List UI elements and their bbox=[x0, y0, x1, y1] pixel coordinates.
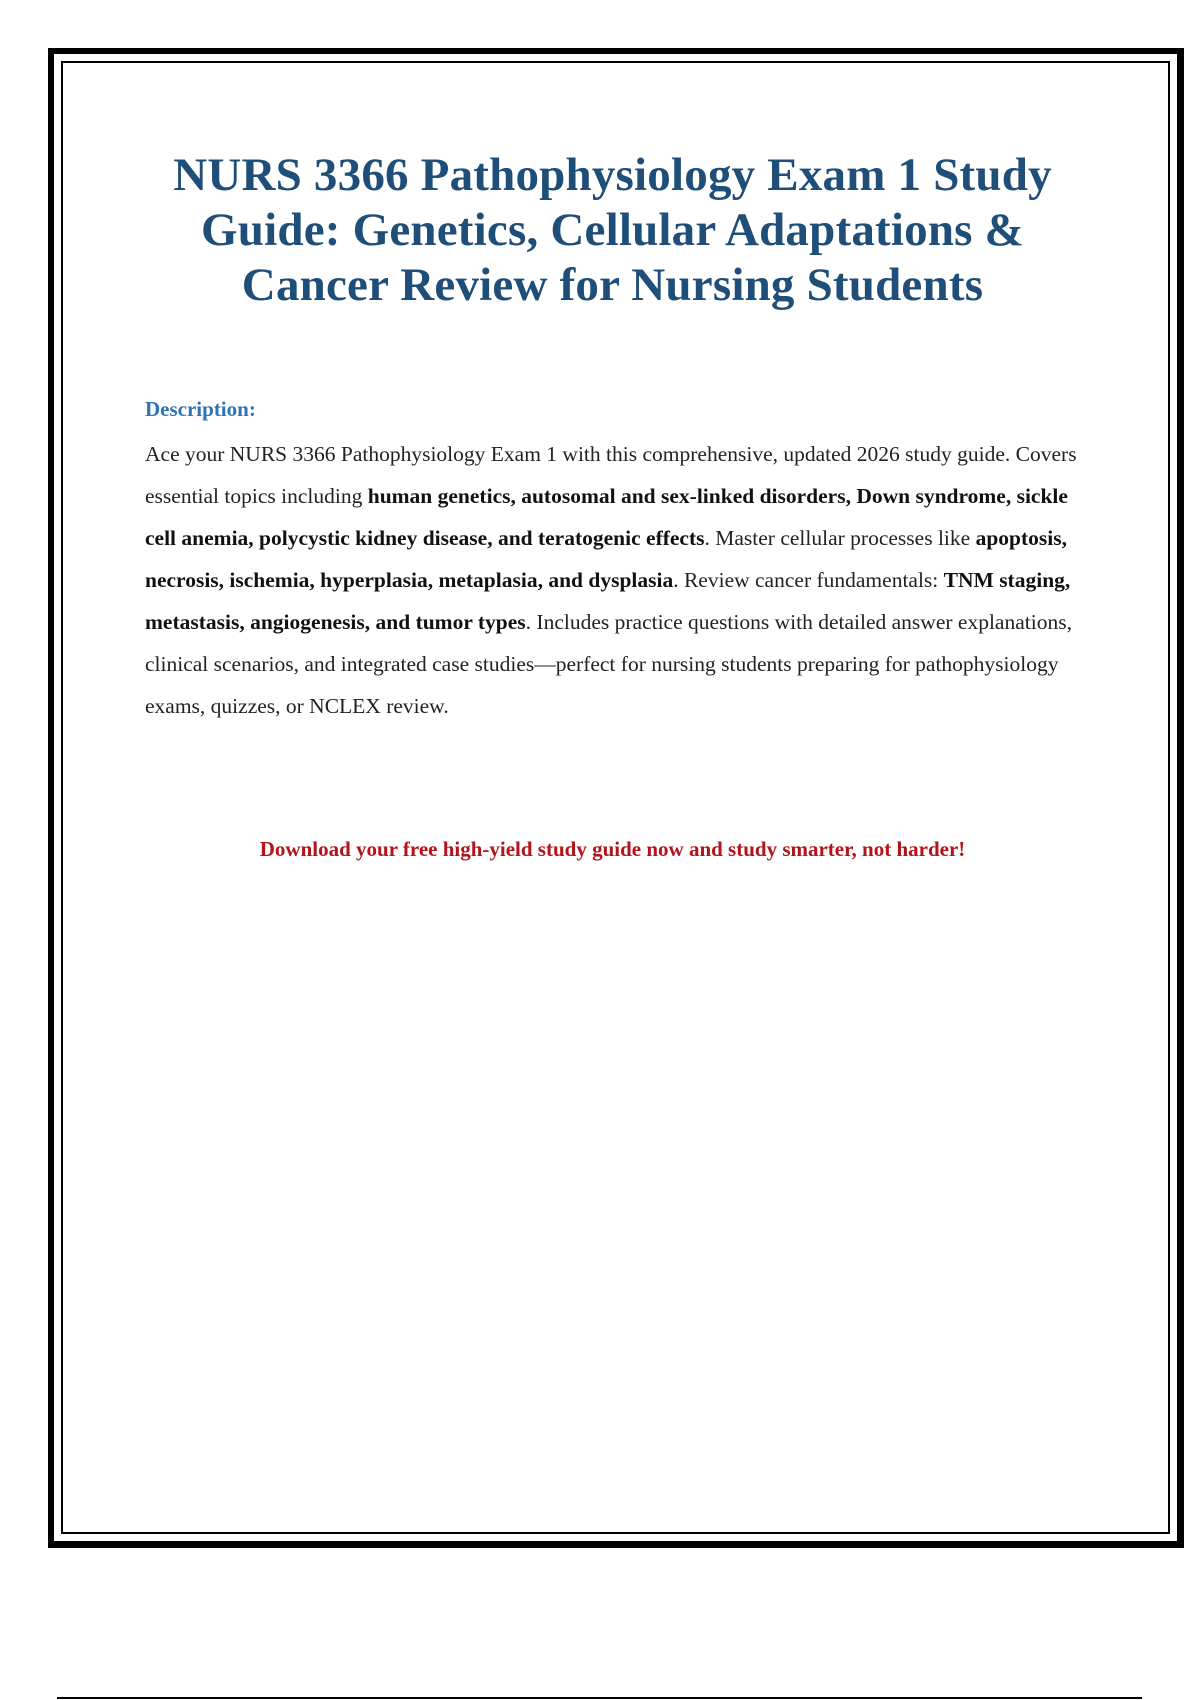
description-text-2: . Master cellular processes like bbox=[704, 526, 976, 550]
description-paragraph bbox=[145, 433, 1080, 727]
call-to-action: Download your free high-yield study guide now and study smarter, not harder! bbox=[259, 837, 966, 861]
document-title: NURS 3366 Pathophysiology Exam 1 Study Guide: Genetics, Cellular Adaptations & Cancer Review for Nursing Students bbox=[173, 149, 1052, 311]
description-bold-genetics: human genetics, autosomal and sex-linked disorders, Down syndrome, sickle cell anemia, polycystic kidney disease, and teratogenic effects bbox=[145, 484, 1068, 550]
description-bold-cancer: TNM staging, metastasis, angiogenesis, and tumor types bbox=[145, 568, 1071, 634]
description-text-1: Ace your NURS 3366 Pathophysiology Exam 1 with this comprehensive, updated 2026 study guide. Covers essential topics including bbox=[145, 442, 1077, 508]
description-bold-cellular: apoptosis, necrosis, ischemia, hyperplasia, metaplasia, and dysplasia bbox=[145, 526, 1067, 592]
description-text-4: . Includes practice questions with detailed answer explanations, clinical scenarios, and integrated case studies—perfect for nursing students preparing for pathophysiology exams, quizzes, or NCLEX review. bbox=[145, 610, 1072, 718]
footer-rule bbox=[57, 1697, 1142, 1699]
document-content bbox=[145, 148, 1080, 863]
description-text-3: . Review cancer fundamentals: bbox=[673, 568, 944, 592]
description-heading: Description: bbox=[145, 397, 256, 421]
